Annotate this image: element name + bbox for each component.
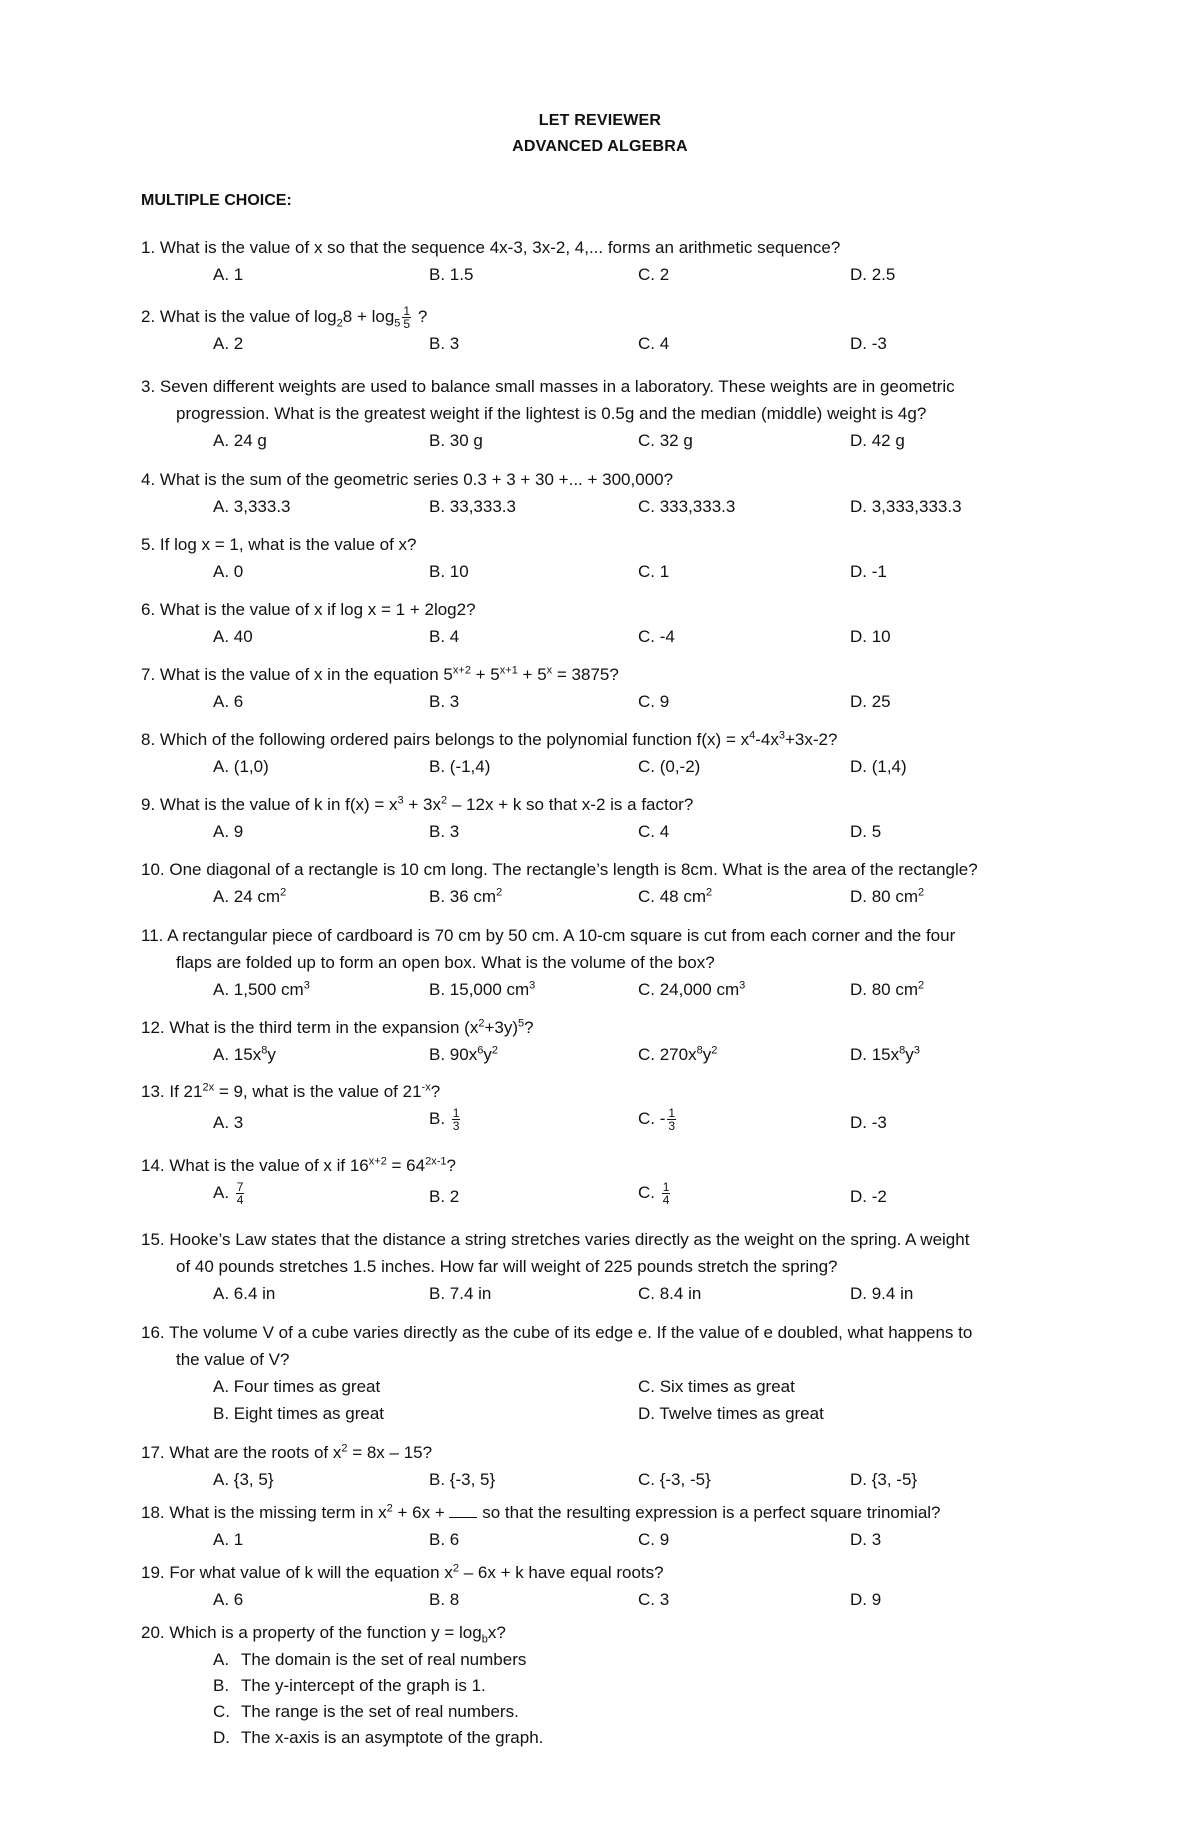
choice-d: D. -3 (850, 334, 887, 354)
choice-a: A. 6 (213, 1590, 244, 1609)
numerator: 1 (403, 304, 411, 319)
choice-c (638, 1105, 678, 1132)
exponent: 2 (386, 1502, 393, 1515)
fraction (662, 1181, 671, 1206)
choice-a: A. 0 (213, 562, 244, 581)
question-number: 1. (141, 238, 156, 257)
choice-text: C. 24,000 cm (638, 980, 740, 999)
stem-text: +3y) (484, 1018, 519, 1037)
denominator: 4 (236, 1193, 244, 1208)
fraction (236, 1181, 245, 1206)
choices (213, 1526, 1121, 1553)
question-number: 20. (141, 1623, 165, 1642)
question-7 (141, 661, 1121, 715)
question-stem: Hooke’s Law states that the distance a string stretches varies directly as the weight on the spring. A weight (169, 1230, 970, 1249)
stem-text: What is the value of k in f(x) = x (159, 795, 398, 814)
question-stem: The volume V of a cube varies directly as the cube of its edge e. If the value of e doubled, what happens to (169, 1323, 973, 1342)
stem-text: -4x (755, 730, 779, 749)
question-5 (141, 531, 1121, 585)
choices (213, 1586, 1121, 1613)
choices (213, 1179, 1121, 1215)
choice-b: B. 7.4 in (429, 1284, 492, 1303)
numerator: 1 (662, 1180, 670, 1195)
exponent: 2 (491, 1044, 498, 1057)
question-13 (141, 1078, 1121, 1141)
choice-a: A. Four times as great (213, 1377, 381, 1396)
choice-d: D. (1,4) (850, 757, 907, 776)
choice-text: A. 24 cm (213, 887, 281, 906)
choice-text: The y-intercept of the graph is 1. (241, 1676, 486, 1695)
exponent: 3 (397, 794, 404, 807)
choice-text: y (483, 1045, 492, 1064)
choice-text: B. 15,000 cm (429, 980, 530, 999)
stem-text: What is the value of log (159, 307, 337, 326)
question-18 (141, 1499, 1121, 1553)
exponent: 2 (280, 886, 287, 899)
choice-d (213, 1724, 1121, 1750)
stem-text: Which of the following ordered pairs belongs to the polynomial function f(x) = x (159, 730, 750, 749)
choice-text: y (702, 1045, 712, 1064)
question-9 (141, 791, 1121, 845)
choice-a: A. 6 (213, 692, 244, 711)
choice-text: D. 80 cm (850, 980, 919, 999)
exponent: 2x (202, 1081, 215, 1094)
stem-text: What is the value of x if 16 (169, 1156, 369, 1175)
choice-a: A. 6.4 in (213, 1284, 276, 1303)
question-2 (141, 303, 1121, 357)
stem-text: = 64 (386, 1156, 426, 1175)
log-base: b (481, 1633, 488, 1646)
stem-text: + 5 (517, 665, 547, 684)
choice-text: D. 15x (850, 1045, 900, 1064)
choice-d: D. 2.5 (850, 265, 896, 284)
denominator: 5 (403, 317, 411, 332)
stem-text: What are the roots of x (169, 1443, 342, 1462)
choice-b: B. 3 (429, 822, 460, 841)
choice-c (213, 1698, 1121, 1724)
stem-text: Which is a property of the function y = log (169, 1623, 482, 1642)
question-stem: What is the sum of the geometric series 0.3 + 3 + 30 +... + 300,000? (159, 470, 674, 489)
exponent: 2 (918, 886, 925, 899)
choice-text: B. 36 cm (429, 887, 497, 906)
choice-b: B. 3 (429, 692, 460, 711)
choices (213, 1466, 1121, 1493)
denominator: 3 (452, 1119, 460, 1134)
question-stem: Seven different weights are used to balance small masses in a laboratory. These weights are in geometric (159, 377, 955, 396)
exponent: 2 (452, 1562, 459, 1575)
question-number: 11. (141, 926, 164, 945)
choice-c: C. 4 (638, 822, 670, 841)
numerator: 1 (668, 1106, 676, 1121)
exponent: 8 (696, 1044, 703, 1057)
question-number: 5. (141, 535, 156, 554)
question-4 (141, 466, 1121, 520)
choice-d (850, 883, 924, 910)
choice-a: A. 1 (213, 265, 244, 284)
choice-d: D. {3, -5} (850, 1470, 918, 1489)
exponent: 6 (477, 1044, 484, 1057)
choice-c: C. (0,-2) (638, 757, 701, 776)
choice-d: D. -1 (850, 562, 887, 581)
exponent: 2 (918, 979, 925, 992)
choice-text: y (267, 1045, 276, 1064)
stem-text: ? (524, 1018, 534, 1037)
log-base: 2 (336, 317, 343, 330)
choice-text: B. (429, 1109, 446, 1128)
fraction (667, 1107, 676, 1132)
stem-text: + 3x (403, 795, 442, 814)
choice-a: A. 1 (213, 1530, 244, 1549)
choice-b (429, 1105, 462, 1132)
choice-a (213, 1041, 276, 1068)
choice-b (213, 1672, 1121, 1698)
question-8 (141, 726, 1121, 780)
question-number: 4. (141, 470, 156, 489)
title-line-1: LET REVIEWER (538, 112, 662, 129)
exponent: x (546, 664, 553, 677)
question-number: 9. (141, 795, 156, 814)
choice-text: A. 15x (213, 1045, 262, 1064)
choice-c: C. 3 (638, 1590, 670, 1609)
choice-b: B. 2 (429, 1187, 460, 1206)
choices (213, 558, 1121, 585)
stem-text: ? (430, 1082, 441, 1101)
numerator: 7 (236, 1180, 244, 1195)
stem-text: so that the resulting expression is a perfect square trinomial? (477, 1503, 941, 1522)
exponent: x+2 (368, 1155, 387, 1168)
stem-text: – 6x + k have equal roots? (458, 1563, 664, 1582)
choice-text: C. - (638, 1109, 666, 1128)
choices (213, 1041, 1121, 1068)
choice-c: C. 2 (638, 265, 670, 284)
choice-text: A. 1,500 cm (213, 980, 304, 999)
choices-row-2 (213, 1400, 1121, 1427)
exponent: x+2 (452, 664, 471, 677)
exponent: 3 (778, 729, 785, 742)
choice-b: B. (-1,4) (429, 757, 491, 776)
section-heading: MULTIPLE CHOICE: (141, 192, 292, 209)
choice-c (638, 1179, 672, 1206)
choice-d: D. 42 g (850, 431, 905, 450)
choices (213, 493, 1121, 520)
question-1 (141, 234, 1121, 288)
choice-c (638, 976, 745, 1003)
choices (213, 818, 1121, 845)
stem-text: = 8x – 15? (347, 1443, 433, 1462)
choice-a: A. 9 (213, 822, 244, 841)
choice-b: B. 10 (429, 562, 469, 581)
exponent: 2 (478, 1017, 485, 1030)
choice-a: A. 2 (213, 334, 244, 354)
question-number: 6. (141, 600, 156, 619)
choices (213, 688, 1121, 715)
stem-text: What is the missing term in x (169, 1503, 387, 1522)
question-20 (141, 1619, 1121, 1750)
choice-text: The range is the set of real numbers. (241, 1702, 519, 1721)
choice-b: B. 6 (429, 1530, 460, 1549)
choice-text: y (905, 1045, 914, 1064)
choice-a: A. 40 (213, 627, 253, 646)
choice-b: B. Eight times as great (213, 1404, 385, 1423)
choice-c: C. Six times as great (638, 1377, 795, 1396)
exponent: 8 (261, 1044, 268, 1057)
question-stem: What is the value of x so that the sequence 4x-3, 3x-2, 4,... forms an arithmetic sequence? (159, 238, 841, 257)
stem-text: ? (413, 307, 428, 326)
exponent: 2 (706, 886, 713, 899)
choice-c: C. 32 g (638, 431, 693, 450)
choice-a (213, 976, 310, 1003)
exponent: 3 (303, 979, 310, 992)
choice-d: D. 25 (850, 692, 891, 711)
stem-text: What is the value of x in the equation 5 (159, 665, 453, 684)
choice-d: D. 3 (850, 1530, 882, 1549)
choice-c: C. 9 (638, 1530, 670, 1549)
choice-b: B. 8 (429, 1590, 460, 1609)
question-12 (141, 1014, 1121, 1068)
question-number: 7. (141, 665, 156, 684)
exponent: -x (421, 1081, 431, 1094)
question-number: 14. (141, 1156, 165, 1175)
question-6 (141, 596, 1121, 650)
choices-row-1 (213, 1373, 1121, 1400)
choice-d: D. 5 (850, 822, 882, 841)
question-number: 13. (141, 1082, 165, 1101)
question-stem: One diagonal of a rectangle is 10 cm long. The rectangle’s length is 8cm. What is the area of the rectangle? (169, 860, 978, 879)
choice-a: A. 24 g (213, 431, 267, 450)
question-number: 8. (141, 730, 156, 749)
choices (213, 623, 1121, 650)
choice-b (429, 976, 535, 1003)
question-number: 19. (141, 1563, 165, 1582)
choice-c: C. 4 (638, 334, 670, 354)
choice-b (429, 1041, 498, 1068)
choice-d (850, 976, 924, 1003)
choice-a: A. {3, 5} (213, 1470, 274, 1489)
choice-d: D. -3 (850, 1113, 887, 1132)
stem-text: For what value of k will the equation x (169, 1563, 453, 1582)
question-3 (141, 373, 1121, 454)
choice-text: A. (213, 1183, 230, 1202)
choice-a (213, 883, 286, 910)
choice-d: D. 9 (850, 1590, 882, 1609)
exponent: 8 (899, 1044, 906, 1057)
exponent: 5 (518, 1017, 525, 1030)
question-stem: If log x = 1, what is the value of x? (159, 535, 417, 554)
stem-text: + 6x + (392, 1503, 450, 1522)
question-16 (141, 1319, 1121, 1427)
choices (213, 330, 1121, 357)
stem-text: – 12x + k so that x-2 is a factor? (447, 795, 694, 814)
choice-text: The x-axis is an asymptote of the graph. (241, 1728, 544, 1747)
choice-c: C. 9 (638, 692, 670, 711)
choice-b: B. 30 g (429, 431, 483, 450)
question-number: 15. (141, 1230, 165, 1249)
question-15 (141, 1226, 1121, 1307)
stem-text: + 5 (470, 665, 500, 684)
stem-text: x? (487, 1623, 506, 1642)
choice-c: C. {-3, -5} (638, 1470, 711, 1489)
question-number: 16. (141, 1323, 165, 1342)
exponent: x+1 (499, 664, 518, 677)
fraction (402, 305, 411, 330)
denominator: 4 (662, 1193, 670, 1208)
exponent: 2 (496, 886, 503, 899)
choices (213, 1280, 1121, 1307)
stem-text: If 21 (169, 1082, 203, 1101)
question-11 (141, 922, 1121, 1003)
choice-text: C. 270x (638, 1045, 697, 1064)
question-10 (141, 856, 1121, 910)
question-number: 17. (141, 1443, 165, 1462)
stem-text: ? (446, 1156, 456, 1175)
exponent: 3 (739, 979, 746, 992)
choice-a: A. 3,333.3 (213, 497, 291, 516)
exponent: 3 (529, 979, 536, 992)
question-19 (141, 1559, 1121, 1613)
choices (213, 1105, 1121, 1141)
question-number: 2. (141, 307, 156, 326)
question-number: 18. (141, 1503, 165, 1522)
choice-d: D. 9.4 in (850, 1284, 914, 1303)
choice-a: A. (1,0) (213, 757, 269, 776)
choice-letter: A. (213, 1650, 230, 1669)
choices (213, 753, 1121, 780)
choice-b: B. 3 (429, 334, 460, 354)
question-14 (141, 1152, 1121, 1215)
exponent: 4 (749, 729, 756, 742)
choice-b: B. 1.5 (429, 265, 474, 284)
choice-letter: D. (213, 1728, 230, 1747)
choice-a (213, 1179, 246, 1206)
question-number: 12. (141, 1018, 165, 1037)
choice-d: D. 10 (850, 627, 891, 646)
stem-text: = 9, what is the value of 21 (214, 1082, 422, 1101)
exponent: 2 (341, 1442, 348, 1455)
stem-text: 8 + log (342, 307, 395, 326)
choice-a (213, 1646, 1121, 1672)
choices (213, 883, 1121, 910)
choice-d (850, 1041, 920, 1068)
choice-c (638, 883, 712, 910)
question-stem-continued: of 40 pounds stretches 1.5 inches. How far will weight of 225 pounds stretch the spring? (176, 1257, 838, 1276)
choice-letter: B. (213, 1676, 230, 1695)
exponent: 2 (711, 1044, 718, 1057)
exponent: 2 (441, 794, 448, 807)
question-stem-continued: flaps are folded up to form an open box. What is the volume of the box? (176, 953, 715, 972)
answer-blank (449, 1503, 477, 1518)
choices (213, 976, 1121, 1003)
question-number: 3. (141, 377, 156, 396)
question-stem: A rectangular piece of cardboard is 70 cm by 50 cm. A 10-cm square is cut from each corner and the four (167, 926, 956, 945)
title-line-2: ADVANCED ALGEBRA (512, 138, 688, 155)
choices (213, 261, 1121, 288)
fraction (452, 1107, 461, 1132)
choice-text: D. 80 cm (850, 887, 919, 906)
choice-d: D. Twelve times as great (638, 1404, 824, 1423)
log-base: 5 (394, 317, 401, 330)
choice-letter: C. (213, 1702, 230, 1721)
choices (213, 427, 1121, 454)
choice-text: C. 48 cm (638, 887, 707, 906)
exponent: 2x-1 (425, 1155, 447, 1168)
choice-d: D. -2 (850, 1187, 887, 1206)
choice-b: B. {-3, 5} (429, 1470, 496, 1489)
choice-d: D. 3,333,333.3 (850, 497, 962, 516)
choice-c (638, 1041, 717, 1068)
question-stem-continued: the value of V? (176, 1350, 290, 1369)
stem-text: = 3875? (552, 665, 619, 684)
choice-c: C. 333,333.3 (638, 497, 736, 516)
stem-text: What is the third term in the expansion (x (169, 1018, 479, 1037)
choice-text: The domain is the set of real numbers (241, 1650, 527, 1669)
choice-c: C. -4 (638, 627, 675, 646)
choice-b: B. 33,333.3 (429, 497, 516, 516)
question-stem: What is the value of x if log x = 1 + 2log2? (159, 600, 476, 619)
choice-b: B. 4 (429, 627, 460, 646)
choice-c: C. 8.4 in (638, 1284, 702, 1303)
choice-a: A. 3 (213, 1113, 244, 1132)
denominator: 3 (668, 1119, 676, 1134)
question-17 (141, 1439, 1121, 1493)
choice-b (429, 883, 502, 910)
choice-c: C. 1 (638, 562, 670, 581)
choice-text: B. 90x (429, 1045, 478, 1064)
numerator: 1 (452, 1106, 460, 1121)
choice-list (213, 1646, 1121, 1750)
question-number: 10. (141, 860, 165, 879)
choice-text: C. (638, 1183, 655, 1202)
stem-text: +3x-2? (784, 730, 838, 749)
question-stem-continued: progression. What is the greatest weight if the lightest is 0.5g and the median (middle) weight is 4g? (176, 404, 927, 423)
exponent: 3 (913, 1044, 920, 1057)
